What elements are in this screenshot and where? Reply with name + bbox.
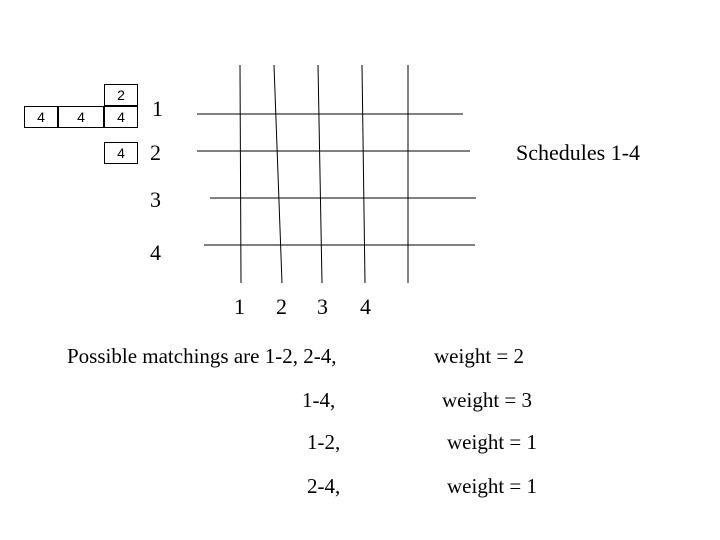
matchings-intro: Possible matchings are 1-2, 2-4,: [67, 344, 337, 368]
matching-pair-3: 2-4,: [307, 474, 341, 498]
matching-weight-2: weight = 1: [447, 430, 537, 454]
col-label-4: 4: [360, 294, 371, 319]
matching-pair-2: 1-2,: [307, 430, 341, 454]
grid-v-line-3: [318, 65, 322, 283]
schedules-title: Schedules 1-4: [516, 140, 641, 165]
grid-v-line-4: [362, 65, 365, 283]
grid-v-line-1: [240, 65, 241, 283]
row-label-1: 1: [152, 96, 163, 121]
row-label-4: 4: [150, 240, 161, 265]
row-label-3: 3: [150, 187, 161, 212]
box-row-3: 4: [104, 106, 138, 128]
box-row-2: 4: [58, 106, 104, 128]
col-label-3: 3: [317, 294, 328, 319]
col-label-2: 2: [276, 294, 287, 319]
matchings-intro-weight: weight = 2: [434, 344, 524, 368]
grid-v-line-2: [274, 65, 282, 283]
box-top: 2: [104, 84, 138, 106]
matching-weight-3: weight = 1: [447, 474, 537, 498]
box-row-1: 4: [24, 106, 58, 128]
matching-pair-1: 1-4,: [302, 388, 336, 412]
matching-weight-1: weight = 3: [442, 388, 532, 412]
col-label-1: 1: [234, 294, 245, 319]
row-label-2: 2: [150, 140, 161, 165]
box-lower: 4: [104, 142, 138, 164]
